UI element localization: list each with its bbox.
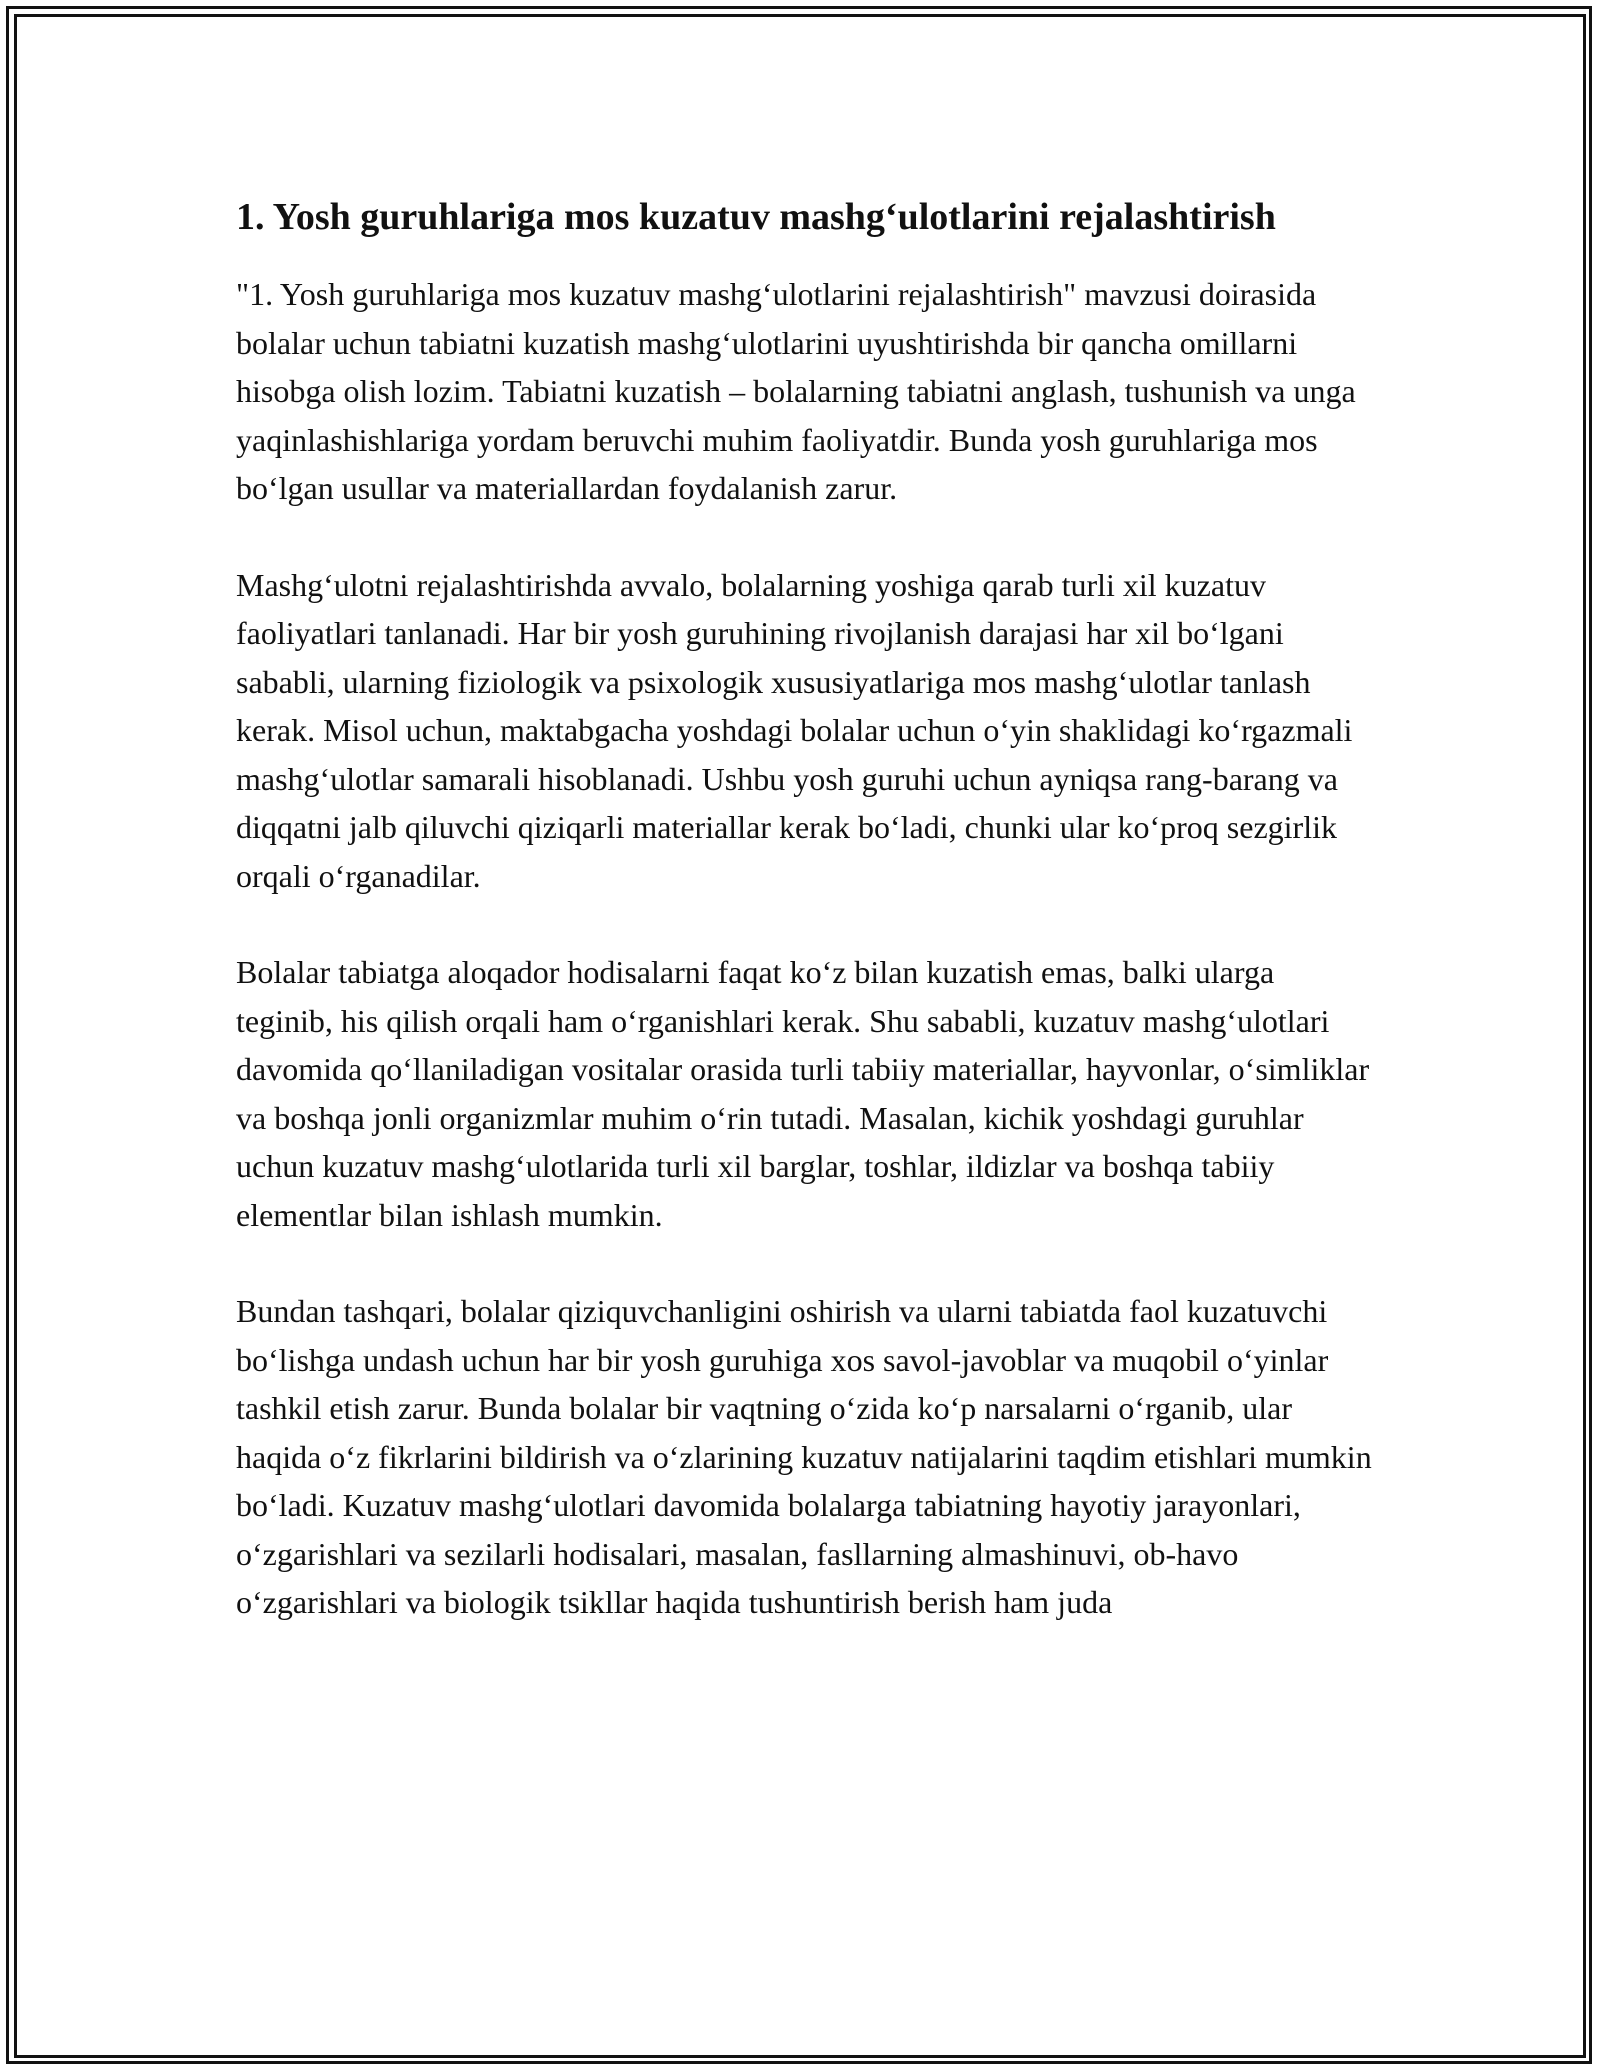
document-body <box>236 190 1376 1627</box>
paragraph-3: Bolalar tabiatga aloqador hodisalarni faqat ko‘z bilan kuzatish emas, balki ularga teginib, his qilish orqali ham o‘rganishlari kerak. Shu sababli, kuzatuv mashg‘ulotlari davomida qo‘llaniladigan vositalar orasida turli tabiiy materiallar, hayvonlar, o‘simliklar va boshqa jonli organizmlar muhim o‘rin tutadi. Masalan, kichik yoshdagi guruhlar uchun kuzatuv mashg‘ulotlarida turli xil barglar, toshlar, ildizlar va boshqa tabiiy elementlar bilan ishlash mumkin. <box>236 954 1370 1233</box>
paragraph-1: "1. Yosh guruhlariga mos kuzatuv mashg‘ulotlarini rejalashtirish" mavzusi doirasida bolalar uchun tabiatni kuzatish mashg‘ulotlarini uyushtirishda bir qancha omillarni hisobga olish lozim. Tabiatni kuzatish – bolalarning tabiatni anglash, tushunish va unga yaqinlashishlariga yordam beruvchi muhim faoliyatdir. Bunda yosh guruhlariga mos bo‘lgan usullar va materiallardan foydalanish zarur. <box>236 276 1356 506</box>
paragraph-2: Mashg‘ulotni rejalashtirishda avvalo, bolalarning yoshiga qarab turli xil kuzatuv faoliyatlari tanlanadi. Har bir yosh guruhining rivojlanish darajasi har xil bo‘lgani sababli, ularning fiziologik va psixologik xususiyatlariga mos mashg‘ulotlar tanlash kerak. Misol uchun, maktabgacha yoshdagi bolalar uchun o‘yin shaklidagi ko‘rgazmali mashg‘ulotlar samarali hisoblanadi. Ushbu yosh guruhi uchun ayniqsa rang-barang va diqqatni jalb qiluvchi qiziqarli materiallar kerak bo‘ladi, chunki ular ko‘proq sezgirlik orqali o‘rganadilar. <box>236 566 1353 894</box>
section-heading: 1. Yosh guruhlariga mos kuzatuv mashg‘ulotlarini rejalashtirish <box>236 196 1276 238</box>
paragraph-4: Bundan tashqari, bolalar qiziquvchanligini oshirish va ularni tabiatda faol kuzatuvchi bo‘lishga undash uchun har bir yosh guruhiga xos savol-javoblar va muqobil o‘yinlar tashkil etish zarur. Bunda bolalar bir vaqtning o‘zida ko‘p narsalarni o‘rganib, ular haqida o‘z fikrlarini bildirish va o‘zlarining kuzatuv natijalarini taqdim etishlari mumkin bo‘ladi. Kuzatuv mashg‘ulotlari davomida bolalarga tabiatning hayotiy jarayonlari, o‘zgarishlari va sezilarli hodisalari, masalan, fasllarning almashinuvi, ob-havo o‘zgarishlari va biologik tsikllar haqida tushuntirish berish ham juda <box>236 1293 1372 1620</box>
